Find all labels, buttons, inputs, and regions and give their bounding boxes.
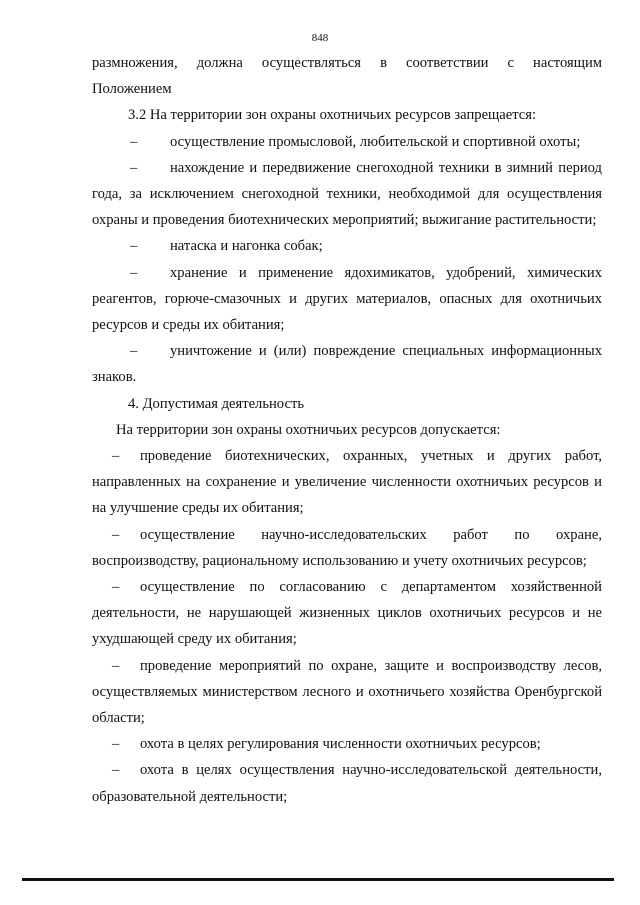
document-body [92,50,602,810]
dash-marker: – [130,264,138,281]
dash-marker: – [130,343,138,360]
bottom-rule [22,878,614,881]
list-item-text: охота в целях осуществления научно-исследовательской деятельности, образовательной деятельности; [92,762,602,805]
list-item [92,260,602,339]
section-4-intro: На территории зон охраны охотничьих ресурсов допускается: [116,421,501,438]
page-number: 848 [311,32,329,44]
list-item [92,338,602,390]
list-item [92,233,602,259]
list-item-text: осуществление по согласованию с департаментом хозяйственной деятельности, не нарушающей жизненных циклов охотничьих ресурсов и не ухудшающей среду их обитания; [92,579,602,648]
list-item-text: проведение биотехнических, охранных, учетных и других работ, направленных на сохранение и увеличение численности охотничьих ресурсов и на улучшение среды их обитания; [92,448,602,517]
paragraph-continuation: размножения, должна осуществляться в соответствии с настоящим [92,55,602,71]
section-4-heading: 4. Допустимая деятельность [128,395,304,412]
list-item [92,522,602,574]
list-item [92,653,602,732]
list-item-text: осуществление промысловой, любительской и спортивной охоты; [170,133,581,150]
dash-marker: – [130,238,138,255]
dash-marker: – [112,762,120,779]
list-item-text: хранение и применение ядохимикатов, удобрений, химических реагентов, горюче-смазочных и других материалов, опасных для охотничьих ресурсов и среды их обитания; [92,264,602,334]
list-item-text: проведение мероприятий по охране, защите и воспроизводству лесов, осуществляемых министерством лесного и охотничьего хозяйства Оренбургской области; [92,657,602,727]
list-item [92,443,602,522]
list-item-text: натаска и нагонка собак; [170,238,323,255]
dash-marker: – [130,159,138,176]
list-item-text: охота в целях регулирования численности охотничьих ресурсов; [140,736,541,753]
list-item [92,731,602,757]
dash-marker: – [112,579,120,596]
dash-marker: – [112,448,120,465]
dash-marker: – [112,526,120,543]
list-item [92,129,602,155]
list-item-text: уничтожение и (или) повреждение специальных информационных знаков. [92,343,602,386]
section-3-2-heading: 3.2 На территории зон охраны охотничьих ресурсов запрещается: [128,107,537,124]
dash-marker: – [112,736,120,753]
dash-marker: – [130,133,138,150]
dash-marker: – [112,657,120,674]
list-item [92,155,602,234]
list-item [92,574,602,653]
paragraph-continuation-end: Положением [92,81,172,98]
list-item-text: осуществление научно-исследовательских работ по охране, воспроизводству, рациональному использованию и учету охотничьих ресурсов; [92,526,602,569]
list-item-text: нахождение и передвижение снегоходной техники в зимний период года, за исключением снегоходной техники, необходимой для осуществления охраны и проведения биотехнических мероприятий; выжигание растительности; [92,159,602,229]
list-item [92,757,602,809]
